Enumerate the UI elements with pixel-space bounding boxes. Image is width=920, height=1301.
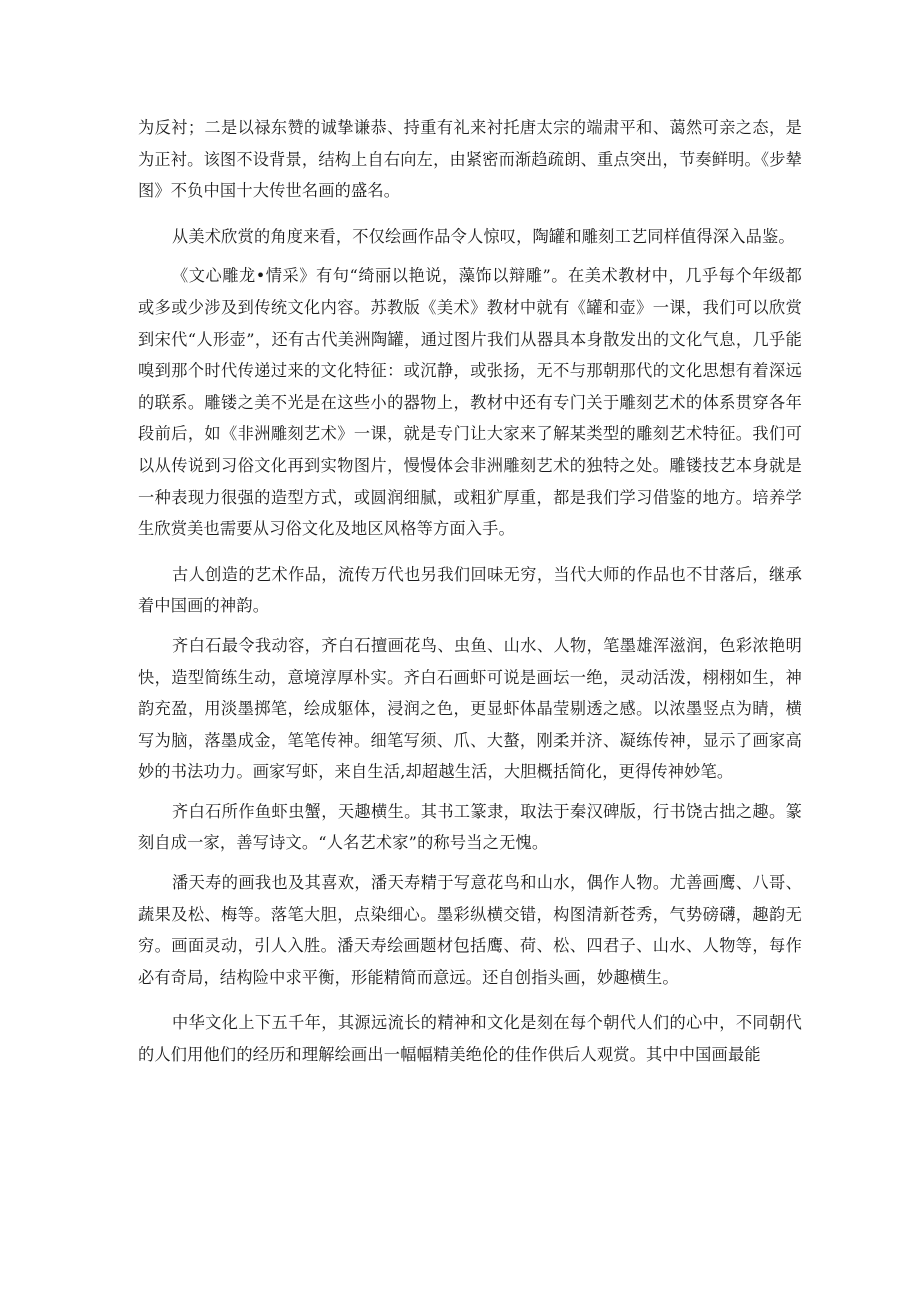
document-page <box>138 112 802 1071</box>
paragraph-masters-intro: 古人创造的艺术作品，流传万代也另我们回味无穷，当代大师的作品也不甘落后，继承着中国画的神韵。 <box>138 564 802 616</box>
paragraph-chinese-culture: 中华文化上下五千年，其源远流长的精神和文化是刻在每个朝代人们的心中，不同朝代的人们用他们的经历和理解绘画出一幅幅精美绝伦的佳作供后人观赏。其中中国画最能 <box>138 1013 802 1065</box>
paragraph-qi-baishi-shrimp: 齐白石最令我动容，齐白石擅画花鸟、虫鱼、山水、人物，笔墨雄浑滋润，色彩浓艳明快，造型简练生动，意境淳厚朴实。齐白石画虾可说是画坛一绝，灵动活泼，栩栩如生，神韵充盈，用淡墨掷笔，绘成躯体，浸润之色，更显虾体晶莹剔透之感。以浓墨竖点为睛，横写为脑，落墨成金，笔笔传神。细笔写须、爪、大螯，刚柔并济、凝练传神，显示了画家高妙的书法功力。画家写虾，来自生活,却超越生活，大胆概括简化，更得传神妙笔。 <box>138 635 802 782</box>
paragraph-wenxin-diaolong: 《文心雕龙•情采》有句“绮丽以艳说，藻饰以辩雕”。在美术教材中，几乎每个年级都或多或少涉及到传统文化内容。苏教版《美术》教材中就有《罐和壶》一课，我们可以欣赏到宋代“人形壶”，还有古代美洲陶罐，通过图片我们从器具本身散发出的文化气息，几乎能嗅到那个时代传递过来的文化特征：或沉静，或张扬，无不与那朝那代的文化思想有着深远的联系。雕镂之美不光是在这些小的器物上，教材中还有专门关于雕刻艺术的体系贯穿各年段前后，如《非洲雕刻艺术》一课，就是专门让大家来了解某类型的雕刻艺术特征。我们可以从传说到习俗文化再到实物图片，慢慢体会非洲雕刻艺术的独特之处。雕镂技艺本身就是一种表现力很强的造型方式，或圆润细腻，或粗犷厚重，都是我们学习借鉴的地方。培养学生欣赏美也需要从习俗文化及地区风格等方面入手。 <box>138 266 802 539</box>
paragraph-pan-tianshou: 潘天寿的画我也及其喜欢，潘天寿精于写意花鸟和山水，偶作人物。尤善画鹰、八哥、蔬果及松、梅等。落笔大胆，点染细心。墨彩纵横交错，构图清新苍秀，气势磅礴，趣韵无穷。画面灵动，引人入胜。潘天寿绘画题材包括鹰、荷、松、四君子、山水、人物等，每作必有奇局，结构险中求平衡，形能精简而意远。还自创指头画，妙趣横生。 <box>138 873 802 987</box>
paragraph-buniantu-contrast: 为反衬；二是以禄东赞的诚挚谦恭、持重有礼来衬托唐太宗的端肃平和、蔼然可亲之态，是为正衬。该图不设背景，结构上自右向左，由紧密而渐趋疏朗、重点突出，节奏鲜明。《步辇图》不负中国十大传世名画的盛名。 <box>138 118 802 201</box>
paragraph-appreciation-intro: 从美术欣赏的角度来看，不仅绘画作品令人惊叹，陶罐和雕刻工艺同样值得深入品鉴。 <box>172 226 795 246</box>
paragraph-qi-baishi-calligraphy: 齐白石所作鱼虾虫蟹，天趣横生。其书工篆隶，取法于秦汉碑版，行书饶古拙之趣。篆刻自成一家，善写诗文。“人名艺术家”的称号当之无愧。 <box>138 801 802 853</box>
